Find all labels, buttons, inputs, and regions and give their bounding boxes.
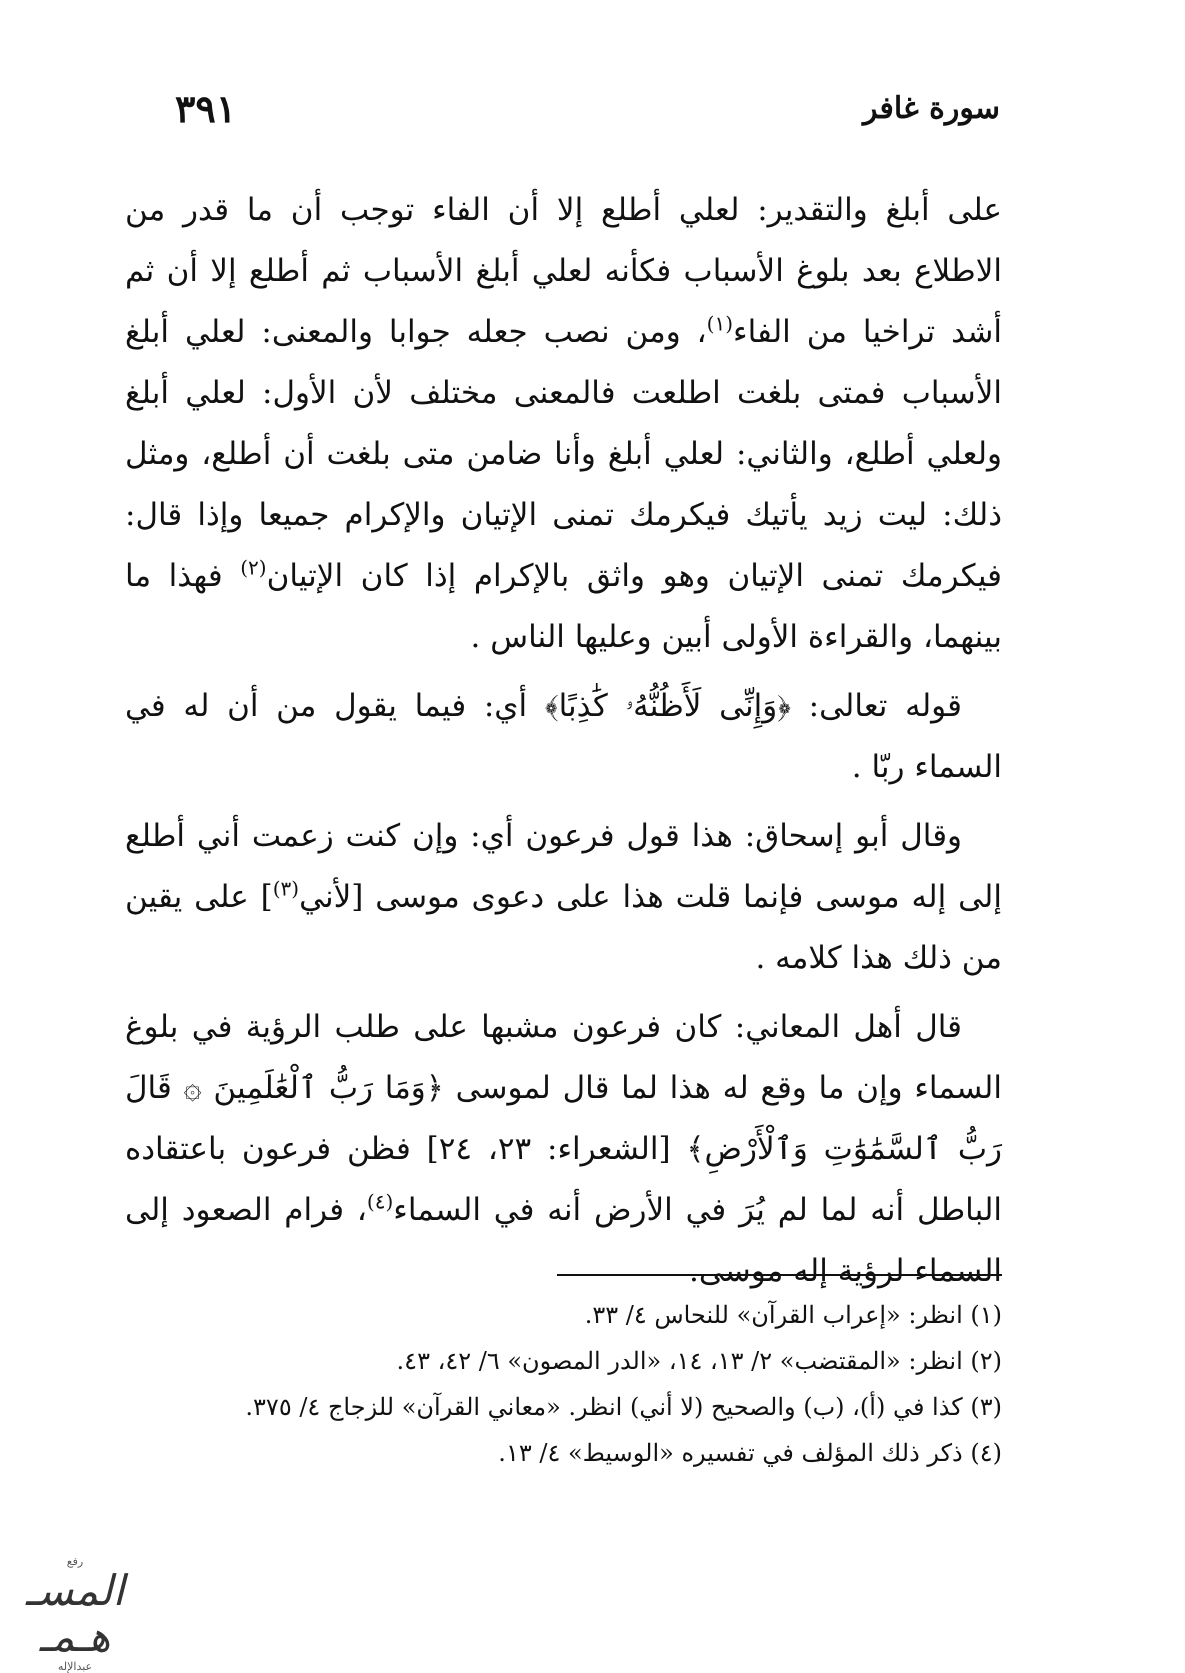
paragraph-4-text-a: قال أهل المعاني: كان فرعون مشبها على طلب الرؤية في بلوغ السماء وإن ما وقع له هذا لما قال لموسى xyxy=(125,1009,1002,1106)
footnote-3: (٣) كذا في (أ)، (ب) والصحيح (لا أني) انظر. «معاني القرآن» للزجاج ٤/ ٣٧٥. xyxy=(245,1393,1002,1421)
paragraph-4-text-c: ، فرام الصعود إلى السماء لرؤية إله موسى. xyxy=(125,1192,1002,1289)
footnote-marker-2: (٢) xyxy=(240,555,267,580)
quran-verse-1: ﴿وَإِنِّى لَأَظُنُّهُۥ كَٰذِبًا﴾ xyxy=(544,688,791,724)
paragraph-4 xyxy=(125,997,1002,1302)
paragraph-1 xyxy=(125,180,1002,668)
paragraph-1-text-c: فهذا ما بينهما، والقراءة الأولى أبين وعليها الناس . xyxy=(125,558,1002,655)
footnote-marker-1: (١) xyxy=(706,311,734,336)
stamp-sub-text: عبدالإله xyxy=(57,1660,93,1673)
footnote-divider xyxy=(557,1274,1002,1276)
footnote-2: (٢) انظر: «المقتضب» ٢/ ١٣، ١٤، «الدر المصون» ٦/ ٤٢، ٤٣. xyxy=(396,1347,1002,1375)
footnote-marker-3: (٣) xyxy=(272,876,300,901)
page-header xyxy=(175,78,1000,138)
footnote-marker-4: (٤) xyxy=(366,1189,394,1214)
paragraph-2 xyxy=(125,676,1002,798)
surah-title: سورة غافر xyxy=(862,90,1000,126)
library-stamp-logo xyxy=(10,1555,140,1673)
paragraph-3 xyxy=(125,806,1002,989)
paragraph-1-text-a: على أبلغ والتقدير: لعلي أطلع إلا أن الفاء توجب أن ما قدر من الاطلاع بعد بلوغ الأسباب فكأنه لعلي أبلغ الأسباب ثم أطلع إلا أن ثم أشد تراخيا من الفاء xyxy=(125,192,1002,350)
paragraph-3-text-b: ] على يقين من ذلك هذا كلامه . xyxy=(125,879,1002,976)
stamp-main-text: المسـ هـمـ xyxy=(25,1566,125,1661)
paragraph-2-text-b: أي: فيما يقول من أن له في السماء ربّا . xyxy=(125,688,1002,785)
footnotes xyxy=(125,1292,1002,1476)
main-text xyxy=(125,180,1002,1310)
quran-verse-2: ﴿وَمَا رَبُّ ٱلْعَٰلَمِينَ ۞ قَالَ رَبُّ ٱلسَّمَٰوَٰتِ وَٱلْأَرْضِ﴾ xyxy=(125,1070,1002,1167)
paragraph-2-text-a: قوله تعالى: xyxy=(790,688,962,724)
paragraph-1-text-b: ، ومن نصب جعله جوابا والمعنى: لعلي أبلغ الأسباب فمتى بلغت اطلعت فالمعنى مختلف لأن الأول: لعلي أبلغ ولعلي أطلع، والثاني: لعلي أبلغ وأنا ضامن متى بلغت أن أطلع، ومثل ذلك: ليت زيد يأتيك فيكرمك تمنى الإتيان والإكرام جميعا وإذا قال: فيكرمك تمنى الإتيان وهو واثق بالإكرام إذا كان الإتيان xyxy=(125,314,1002,594)
paragraph-3-text-a: وقال أبو إسحاق: هذا قول فرعون أي: وإن كنت زعمت أني أطلع إلى إله موسى فإنما قلت هذا على دعوى موسى [لأني xyxy=(125,818,1002,915)
page-number: ٣٩١ xyxy=(175,85,237,131)
footnote-1: (١) انظر: «إعراب القرآن» للنحاس ٤/ ٣٣. xyxy=(584,1301,1002,1329)
footnote-4: (٤) ذكر ذلك المؤلف في تفسيره «الوسيط» ٤/ ١٣. xyxy=(498,1439,1002,1467)
paragraph-4-text-b: [الشعراء: ٢٣، ٢٤] فظن فرعون باعتقاده الباطل أنه لما لم يُرَ في الأرض أنه في السماء xyxy=(125,1131,1002,1228)
stamp-top-text: رفع xyxy=(66,1555,84,1568)
